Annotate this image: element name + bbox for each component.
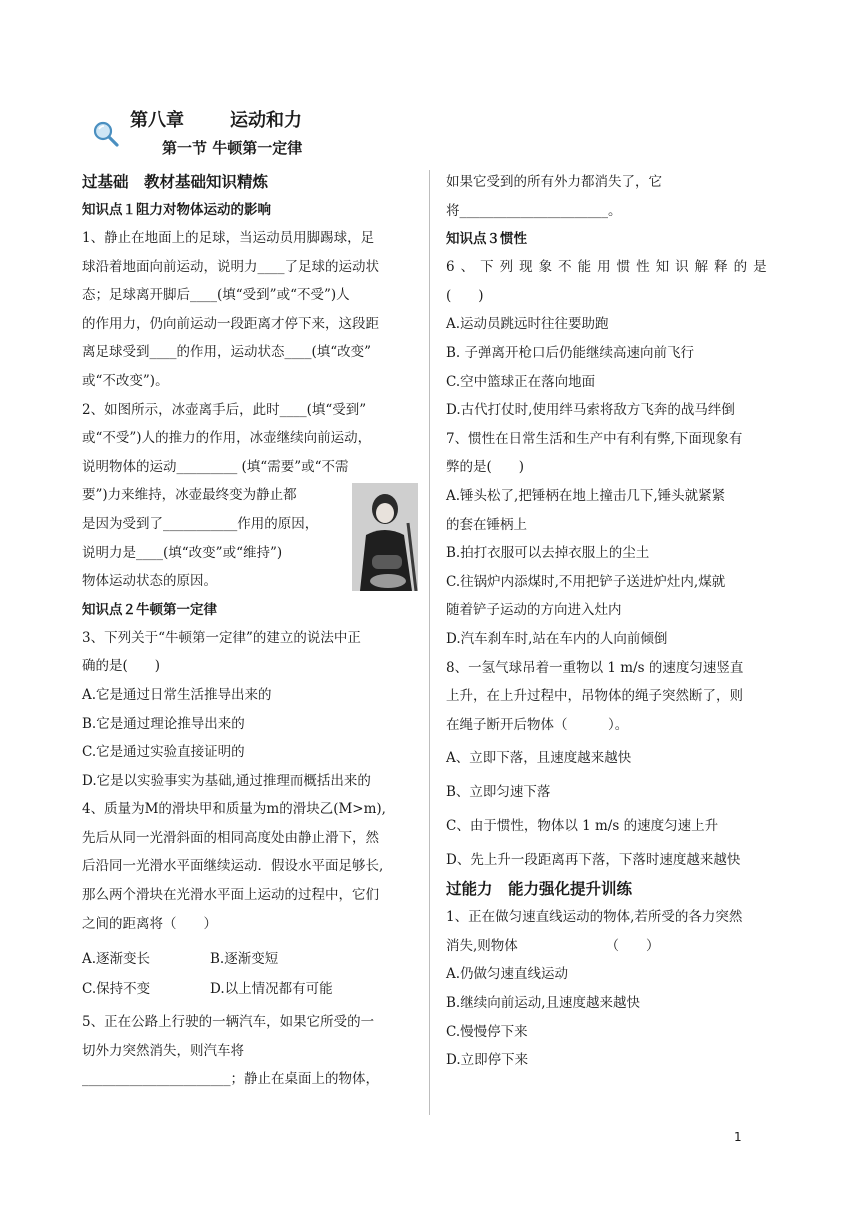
column-divider [429, 170, 430, 1115]
option-line: B. 子弹离开枪口后仍能继续高速向前飞行 [446, 344, 695, 361]
option-line: D、先上升一段距离再下落，下落时速度越来越快 [446, 852, 741, 869]
text-line: 在绳子断开后物体（ ）。 [446, 716, 629, 733]
text-line: 态；足球离开脚后____(填“受到”或“不受”)人 [82, 287, 350, 304]
section-title: 第一节 牛顿第一定律 [162, 139, 303, 157]
option-line: B.它是通过理论推导出来的 [82, 715, 245, 732]
text-line: 6、下列现象不能用惯性知识解释的是 [446, 259, 773, 276]
option-line: C、由于惯性，物体以 1 m/s 的速度匀速上升 [446, 818, 719, 835]
text-line: 3、下列关于“牛顿第一定律”的建立的说法中正 [82, 629, 361, 646]
option-line: A、立即下落，且速度越来越快 [446, 750, 632, 767]
text-line: 说明物体的运动_________ (填“需要”或“不需 [82, 458, 349, 475]
option-line: C.空中篮球正在落向地面 [446, 373, 596, 390]
text-line: 后沿同一光滑水平面继续运动．假设水平面足够长, [82, 858, 384, 875]
text-line: 如果它受到的所有外力都消失了，它 [446, 174, 662, 190]
text-line: 球沿着地面向前运动，说明力____了足球的运动状 [82, 258, 379, 275]
option-line: B、立即匀速下落 [446, 784, 551, 801]
option-line: B.继续向前运动,且速度越来越快 [446, 995, 641, 1012]
option-line: D.立即停下来 [446, 1052, 529, 1069]
option-line: 随着铲子运动的方向进入灶内 [446, 602, 622, 619]
option-line: A.锤头松了,把锤柄在地上撞击几下,锤头就紧紧 [446, 487, 726, 504]
text-line: 消失,则物体 （ ） [446, 937, 660, 954]
text-line: 上升，在上升过程中，吊物体的绳子突然断了，则 [446, 688, 743, 705]
options-row [82, 944, 418, 974]
option-c: C.保持不变 [82, 981, 151, 998]
option-line: A.它是通过日常生活推导出来的 [82, 686, 272, 703]
part-2-title: 过能力 能力强化提升训练 [446, 880, 633, 899]
text-line: 那么两个滑块在光滑水平面上运动的过程中，它们 [82, 887, 379, 904]
text-line: 或“不改变”)。 [82, 372, 169, 389]
option-line: B.拍打衣服可以去掉衣服上的尘土 [446, 545, 650, 562]
text-line: 7、惯性在日常生活和生产中有利有弊,下面现象有 [446, 430, 743, 447]
text-line: 物体运动状态的原因。 [82, 573, 217, 590]
right-column [446, 168, 782, 1075]
text-line: 1、正在做匀速直线运动的物体,若所受的各力突然 [446, 909, 743, 926]
chapter-number: 第八章 [130, 110, 184, 131]
options-row [82, 974, 418, 1004]
text-line: ______________________；静止在桌面上的物体， [82, 1071, 379, 1088]
knowledge-point-3: 知识点３惯性 [446, 231, 527, 248]
text-line: 离足球受到____的作用，运动状态____(填“改变” [82, 344, 372, 361]
text-line: ( ) [446, 287, 484, 304]
text-line: 是因为受到了___________作用的原因， [82, 515, 319, 532]
text-line: 将______________________。 [446, 202, 622, 219]
option-line: D.古代打仗时,使用绊马索将敌方飞奔的战马绊倒 [446, 402, 735, 419]
option-line: 的套在锤柄上 [446, 516, 527, 533]
text-line: 说明力是____(填“改变”或“维持”) [82, 544, 283, 561]
text-line: 4、质量为M的滑块甲和质量为m的滑块乙(M>m), [82, 801, 386, 818]
text-line: 切外力突然消失，则汽车将 [82, 1042, 244, 1059]
option-line: C.慢慢停下来 [446, 1023, 528, 1040]
option-b: B.逐渐变短 [210, 951, 279, 968]
option-line: A.运动员跳远时往往要助跑 [446, 316, 609, 333]
option-line: D.它是以实验事实为基础,通过推理而概括出来的 [82, 772, 371, 789]
text-line: 2、如图所示，冰壶离手后，此时____(填“受到” [82, 401, 367, 418]
part-title: 过基础 教材基础知识精炼 [82, 173, 269, 191]
option-line: C.往锅炉内添煤时,不用把铲子送进炉灶内,煤就 [446, 573, 726, 590]
option-line: D.汽车刹车时,站在车内的人向前倾倒 [446, 630, 668, 647]
magnifier-icon [92, 120, 120, 148]
text-line: 8、一氢气球吊着一重物以 1 m/s 的速度匀速竖直 [446, 659, 744, 676]
knowledge-point-1: 知识点１阻力对物体运动的影响 [82, 202, 271, 218]
text-line: 确的是( ) [82, 658, 161, 675]
option-line: C.它是通过实验直接证明的 [82, 744, 245, 761]
option-a: A.逐渐变长 [82, 951, 151, 968]
curling-photo [352, 483, 418, 591]
text-line: 弊的是( ) [446, 459, 525, 476]
text-line: 或“不受”)人的推力的作用，冰壶继续向前运动， [82, 430, 372, 447]
text-line: 之间的距离将（ ） [82, 915, 217, 932]
text-line: 先后从同一光滑斜面的相同高度处由静止滑下，然 [82, 829, 379, 846]
option-d: D.以上情况都有可能 [210, 981, 333, 998]
left-column [82, 168, 418, 1094]
text-line: 要”)力来维持，冰壶最终变为静止都 [82, 487, 297, 504]
text-line: 的作用力，仍向前运动一段距离才停下来，这段距 [82, 315, 379, 332]
text-line: 5、正在公路上行驶的一辆汽车，如果它所受的一 [82, 1014, 375, 1031]
option-line: A.仍做匀速直线运动 [446, 966, 569, 983]
page-number: 1 [734, 1130, 742, 1144]
chapter-title: 运动和力 [230, 110, 302, 131]
text-line: 1、静止在地面上的足球，当运动员用脚踢球，足 [82, 230, 375, 246]
chapter-heading [130, 106, 302, 132]
knowledge-point-2: 知识点２牛顿第一定律 [82, 601, 217, 618]
